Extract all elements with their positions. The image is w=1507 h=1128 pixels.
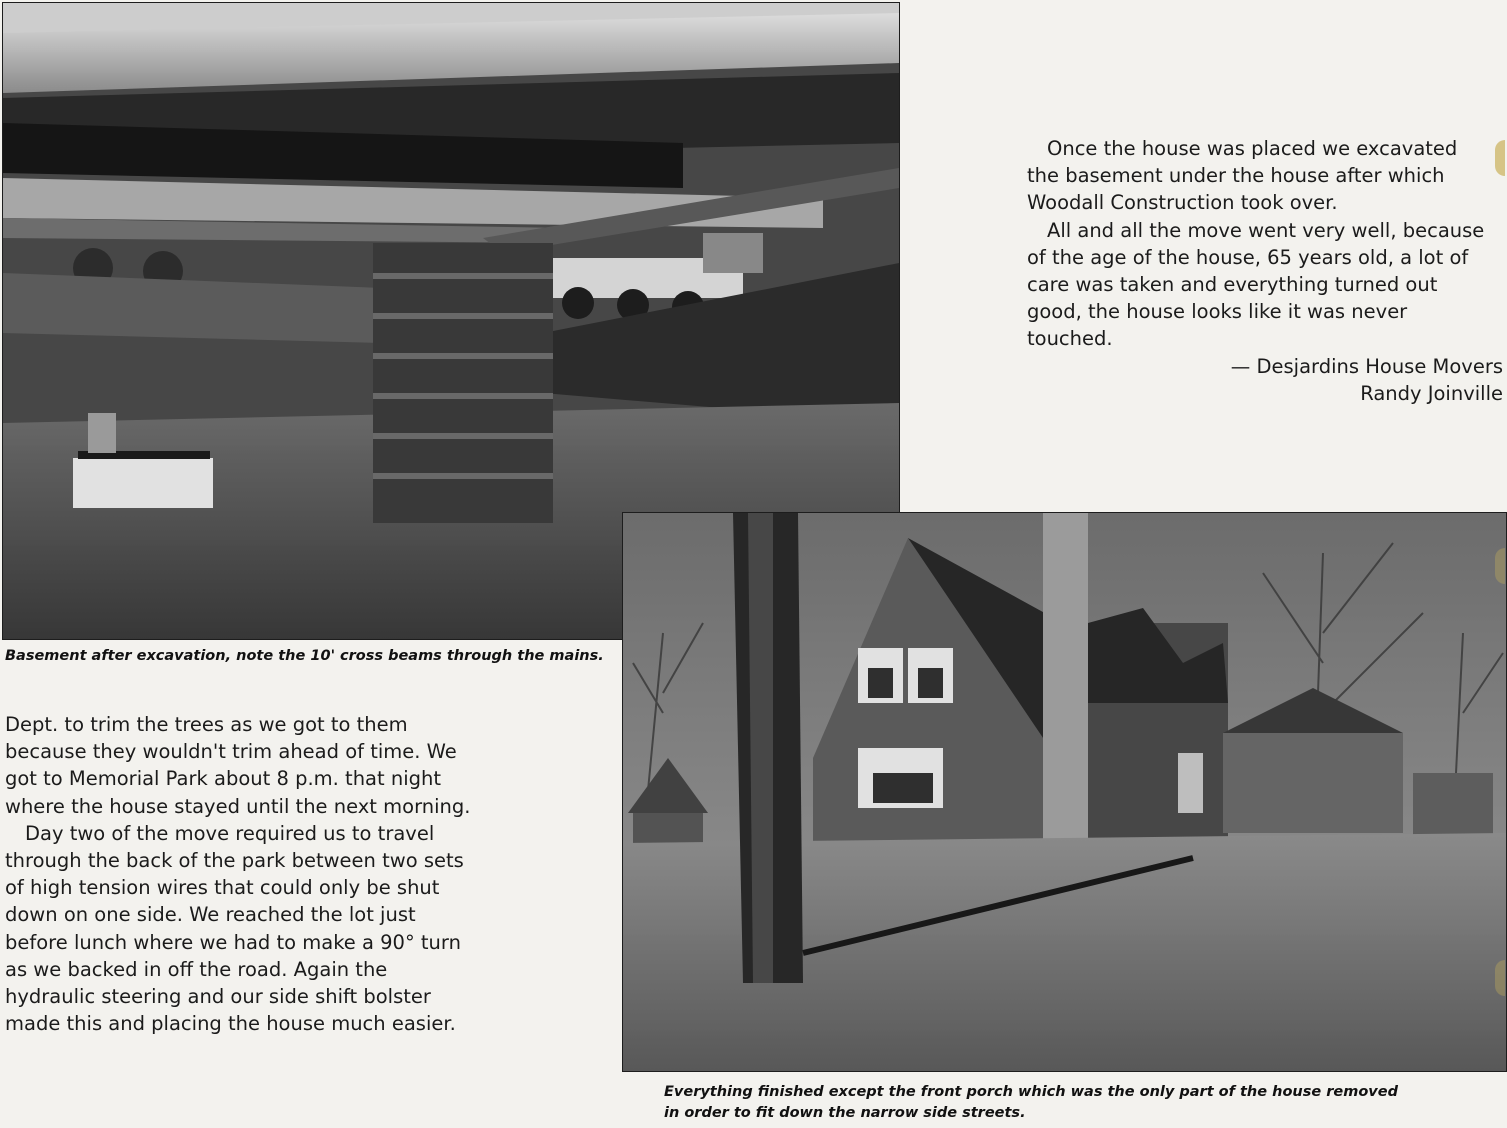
story-line: got to Memorial Park about 8 p.m. that night xyxy=(5,767,442,791)
quote-block xyxy=(1027,135,1503,407)
binding-mark-icon xyxy=(1495,548,1505,584)
quote-line: of the age of the house, 65 years old, a lot of xyxy=(1027,245,1469,269)
house-photo xyxy=(622,512,1507,1072)
quote-line: care was taken and everything turned out xyxy=(1027,273,1438,297)
story-block xyxy=(5,711,505,1037)
quote-line: touched. xyxy=(1027,327,1113,351)
binding-mark-icon xyxy=(1495,960,1505,996)
house-photo-caption xyxy=(664,1082,1424,1124)
story-line: as we backed in off the road. Again the xyxy=(5,957,388,981)
story-line: of high tension wires that could only be shut xyxy=(5,876,440,900)
story-line: through the back of the park between two sets xyxy=(5,849,464,873)
story-line: before lunch where we had to make a 90° turn xyxy=(5,930,461,954)
quote-line: good, the house looks like it was never xyxy=(1027,300,1408,324)
story-line: Day two of the move required us to travel xyxy=(25,821,435,845)
house-caption-line: Everything finished except the front porch which was the only part of the house removed xyxy=(664,1084,1398,1100)
house-caption-line: in order to fit down the narrow side streets. xyxy=(664,1105,1026,1121)
quote-line: Once the house was placed we excavated xyxy=(1047,137,1458,160)
quote-line: All and all the move went very well, because xyxy=(1047,218,1485,242)
attribution-name: Randy Joinville xyxy=(1360,381,1503,405)
binding-mark-icon xyxy=(1495,140,1505,176)
story-line: Dept. to trim the trees as we got to them xyxy=(5,713,408,736)
story-line: down on one side. We reached the lot just xyxy=(5,903,416,927)
quote-line: Woodall Construction took over. xyxy=(1027,191,1338,215)
story-line: because they wouldn't trim ahead of time. We xyxy=(5,740,457,764)
basement-photo-caption: Basement after excavation, note the 10' cross beams through the mains. xyxy=(5,648,604,664)
attribution-company: — Desjardins House Movers xyxy=(1230,354,1503,378)
story-line: made this and placing the house much easier. xyxy=(5,1012,456,1036)
show-through-text xyxy=(920,40,1500,140)
story-line: where the house stayed until the next morning. xyxy=(5,794,471,818)
story-line: hydraulic steering and our side shift bolster xyxy=(5,985,431,1009)
quote-line: the basement under the house after which xyxy=(1027,164,1445,188)
